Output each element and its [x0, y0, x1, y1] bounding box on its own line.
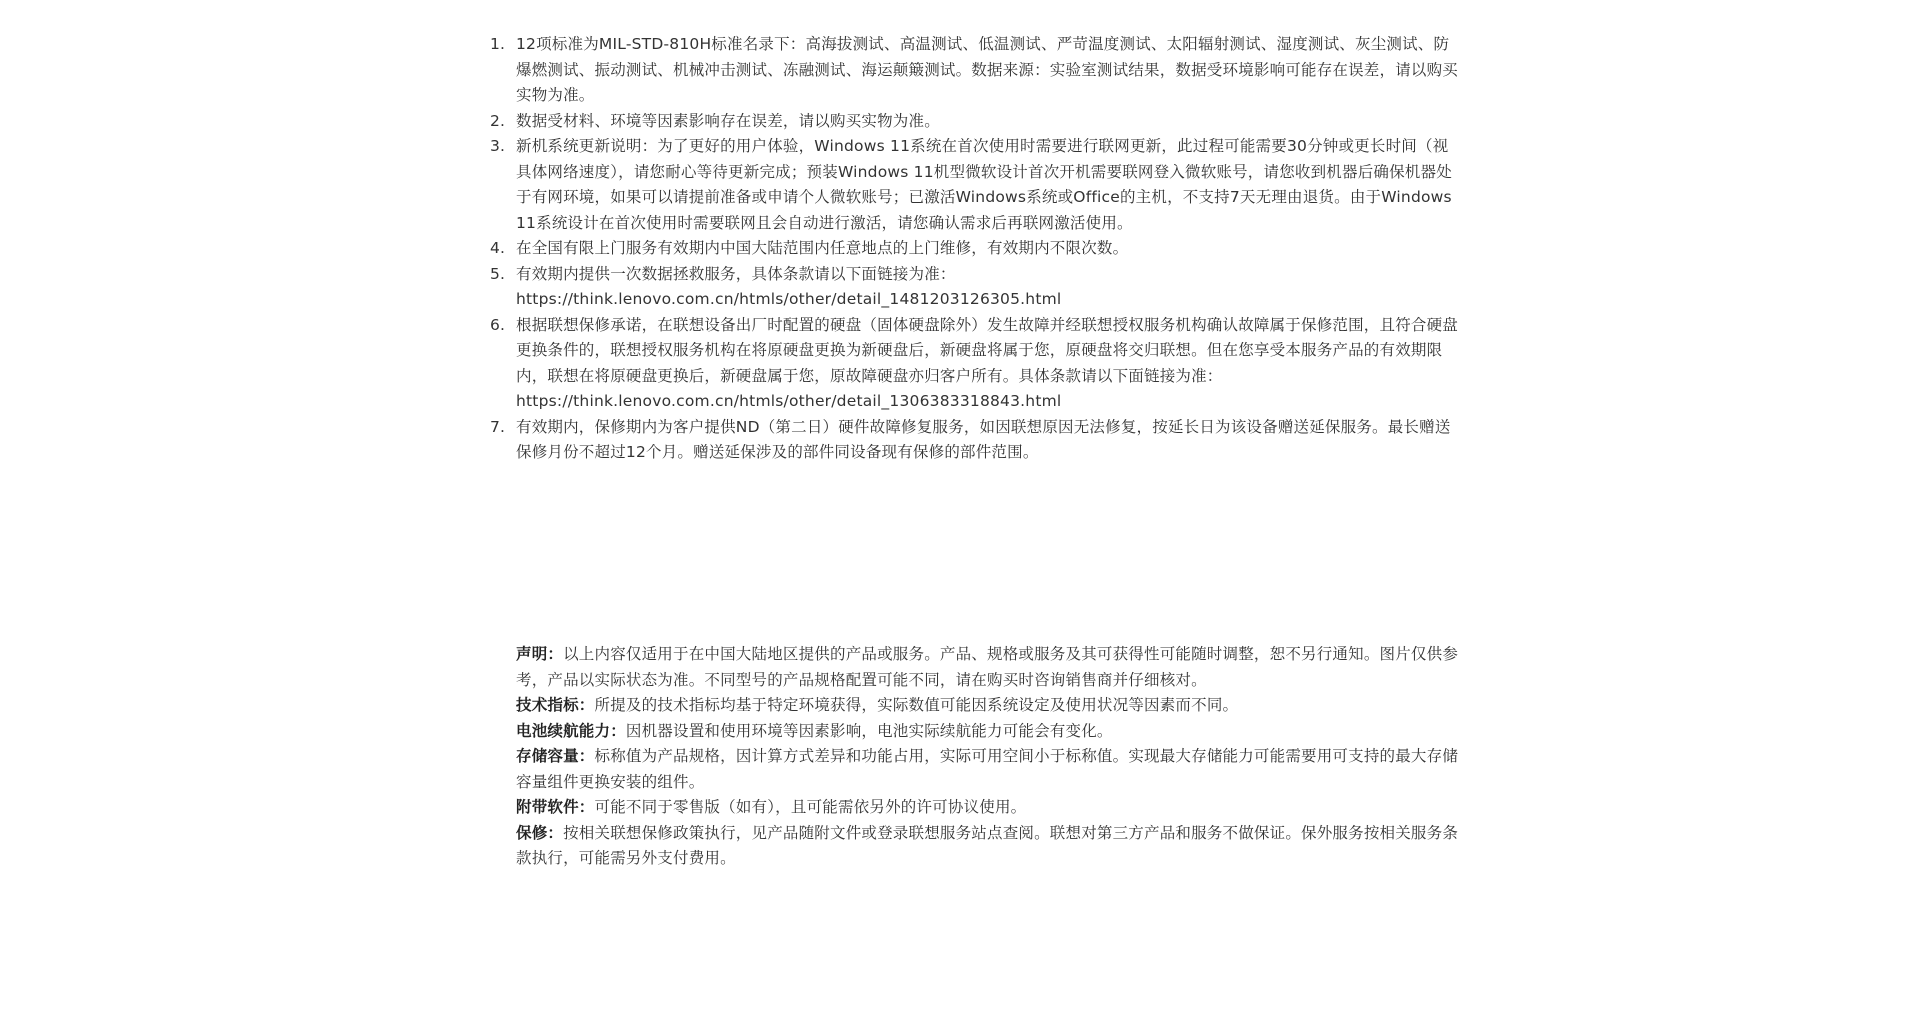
disclaimer-text: 标称值为产品规格，因计算方式差异和功能占用，实际可用空间小于标称值。实现最大存储能力可能需要用可支持的最大存储容量组件更换安装的组件。 — [516, 747, 1459, 791]
footnote-text: 有效期内提供一次数据拯救服务，具体条款请以下面链接为准： — [516, 264, 956, 283]
footnote-number: 6. — [490, 315, 506, 334]
footnote-number: 2. — [490, 111, 506, 130]
disclaimer-text: 按相关联想保修政策执行，见产品随附文件或登录联想服务站点查阅。联想对第三方产品和服务不做保证。保外服务按相关服务条款执行，可能需另外支付费用。 — [516, 823, 1459, 867]
footnote-text: 在全国有限上门服务有效期内中国大陆范围内任意地点的上门维修，有效期内不限次数。 — [516, 239, 1129, 257]
footnote-item — [490, 262, 1460, 313]
footnote-text: 根据联想保修承诺，在联想设备出厂时配置的硬盘（固体硬盘除外）发生故障并经联想授权服务机构确认故障属于保修范围，且符合硬盘更换条件的，联想授权服务机构在将原硬盘更换为新硬盘后，新硬盘将属于您，原硬盘将交归联想。但在您享受本服务产品的有效期限内，联想在将原硬盘更换后，新硬盘属于您，原故障硬盘亦归客户所有。具体条款请以下面链接为准： — [516, 315, 1459, 385]
footnote-text: 12项标准为MIL-STD-810H标准名录下：高海拔测试、高温测试、低温测试、严苛温度测试、太阳辐射测试、湿度测试、灰尘测试、防爆燃测试、振动测试、机械冲击测试、冻融测试、海运颠簸测试。数据来源：实验室测试结果，数据受环境影响可能存在误差，请以购买实物为准。 — [516, 35, 1459, 104]
data-rescue-terms-link[interactable]: https://think.lenovo.com.cn/htmls/other/detail_1481203126305.html — [516, 290, 1062, 308]
disclaimer-text: 因机器设置和使用环境等因素影响，电池实际续航能力可能会有变化。 — [625, 721, 1113, 740]
disclaimer-text: 可能不同于零售版（如有），且可能需依另外的许可协议使用。 — [594, 798, 1027, 816]
disclaimer-term: 存储容量： — [516, 747, 595, 765]
disclaimer-tech-specs — [516, 693, 1460, 719]
footnote-number: 3. — [490, 137, 506, 155]
footnote-text: 有效期内，保修期内为客户提供ND（第二日）硬件故障修复服务，如因联想原因无法修复，按延长日为该设备赠送延保服务。最长赠送保修月份不超过12个月。赠送延保涉及的部件同设备现有保修的部件范围。 — [516, 417, 1451, 461]
footnote-text: 数据受材料、环境等因素影响存在误差，请以购买实物为准。 — [516, 111, 940, 130]
hdd-retention-terms-link[interactable]: https://think.lenovo.com.cn/htmls/other/detail_1306383318843.html — [516, 392, 1062, 410]
footnote-item — [490, 134, 1460, 236]
footnote-item — [490, 415, 1460, 466]
footnote-item — [490, 236, 1460, 262]
footnote-item — [490, 313, 1460, 415]
footnote-number: 4. — [490, 239, 506, 257]
footnote-number: 5. — [490, 264, 506, 283]
disclaimer-term: 保修： — [516, 823, 564, 842]
disclaimer-term: 技术指标： — [516, 696, 595, 714]
footnote-item — [490, 32, 1460, 109]
footnote-item — [490, 109, 1460, 135]
disclaimer-text: 所提及的技术指标均基于特定环境获得，实际数值可能因系统设定及使用状况等因素而不同。 — [594, 696, 1239, 714]
disclaimer-section — [516, 642, 1460, 872]
disclaimer-software — [516, 795, 1460, 821]
disclaimer-storage — [516, 744, 1460, 795]
disclaimer-warranty — [516, 821, 1460, 872]
disclaimer-statement — [516, 642, 1460, 693]
disclaimer-term: 附带软件： — [516, 798, 595, 816]
disclaimer-term: 声明： — [516, 645, 564, 663]
disclaimer-battery — [516, 719, 1460, 745]
footnote-number: 1. — [490, 35, 506, 53]
footnote-text: 新机系统更新说明：为了更好的用户体验，Windows 11系统在首次使用时需要进行联网更新，此过程可能需要30分钟或更长时间（视具体网络速度），请您耐心等待更新完成；预装Windows 11机型微软设计首次开机需要联网登入微软账号，请您收到机器后确保机器处于有网环境，如果可以请提前准备或申请个人微软账号；已激活Windows系统或Office的主机，不支持7天无理由退货。由于Windows 11系统设计在首次使用时需要联网且会自动进行激活，请您确认需求后再联网激活使用。 — [516, 137, 1452, 232]
footnote-number: 7. — [490, 417, 506, 436]
footnotes-list — [490, 32, 1460, 466]
disclaimer-text: 以上内容仅适用于在中国大陆地区提供的产品或服务。产品、规格或服务及其可获得性可能随时调整，恕不另行通知。图片仅供参考，产品以实际状态为准。不同型号的产品规格配置可能不同，请在购买时咨询销售商并仔细核对。 — [516, 645, 1459, 689]
disclaimer-term: 电池续航能力： — [516, 721, 626, 740]
